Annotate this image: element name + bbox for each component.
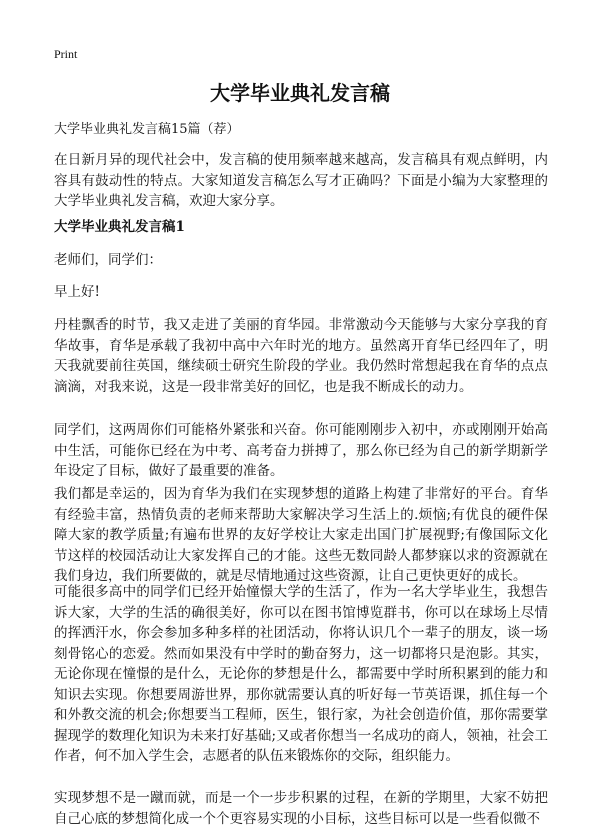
body-paragraph: 丹桂飘香的时节，我又走进了美丽的育华园。非常激动今天能够与大家分享我的育华故事，育华是承载了我初中高中六年时光的地方。虽然离开育华已经四年了，明天我就要前往英国，继续硕士研究生阶段的学业。我仍然时常想起我在育华的点点滴滴，对我来说，这是一段非常美好的回忆，也是我不断成长的动力。 bbox=[54, 317, 548, 395]
document-subtitle: 大学毕业典礼发言稿15篇（荐） bbox=[54, 122, 240, 137]
intro-paragraph: 在日新月异的现代社会中，发言稿的使用频率越来越高，发言稿具有观点鲜明，内容具有鼓动性的特点。大家知道发言稿怎么写才正确吗？下面是小编为大家整理的大学毕业典礼发言稿，欢迎大家分享。 bbox=[54, 152, 548, 209]
body-paragraph: 同学们，这两周你们可能格外紧张和兴奋。你可能刚刚步入初中，亦或刚刚开始高中生活，可能你已经在为中考、高考奋力拼搏了，那么你已经为自己的新学期新学年设定了目标，做好了最重要的准备。 bbox=[54, 422, 548, 479]
print-label: Print bbox=[54, 47, 78, 61]
body-paragraph: 可能很多高中的同学们已经开始憧憬大学的生活了，作为一名大学毕业生，我想告诉大家，大学的生活的确很美好，你可以在图书馆博览群书，你可以在球场上尽情的挥洒汗水，你会参加多种多样的社团活动，你将认识几个一辈子的朋友，谈一场刻骨铭心的恋爱。然而如果没有中学时的勤奋努力，这一切都将只是泡影。其实，无论你现在憧憬的是什么，无论你的梦想是什么，都需要中学时所积累到的能力和知识去实现。你想要周游世界，那你就需要认真的听好每一节英语课，抓住每一个和外教交流的机会;你想要当工程师，医生，银行家，为社会创造价值，那你需要掌握现学的数理化知识为未来打好基础;又或者你想当一名成功的商人，领袖，社会工作者，何不加入学生会，志愿者的队伍来锻炼你的交际，组织能力。 bbox=[54, 584, 548, 764]
salutation: 老师们，同学们： bbox=[54, 252, 162, 268]
document-title: 大学毕业典礼发言稿 bbox=[210, 81, 390, 105]
body-paragraph: 实现梦想不是一蹴而就，而是一个一步步积累的过程，在新的学期里，大家不妨把自己心底的梦想简化成一个个更容易实现的小目标，这些目标可以是一些看似微不 bbox=[54, 790, 548, 827]
greeting: 早上好! bbox=[54, 284, 100, 300]
section-heading: 大学毕业典礼发言稿1 bbox=[54, 219, 185, 235]
body-paragraph: 我们都是幸运的，因为育华为我们在实现梦想的道路上构建了非常好的平台。育华有经验丰富，热情负责的老师来帮助大家解决学习生活上的.烦恼;有优良的硬件保障大家的教学质量;有遍布世界的友好学校让大家走出国门扩展视野;有像国际文化节这样的校园活动让大家发挥自己的才能。这些无数同龄人都梦寐以求的资源就在我们身边，我们所要做的，就是尽情地通过这些资源，让自己更快更好的成长。 bbox=[54, 486, 548, 584]
